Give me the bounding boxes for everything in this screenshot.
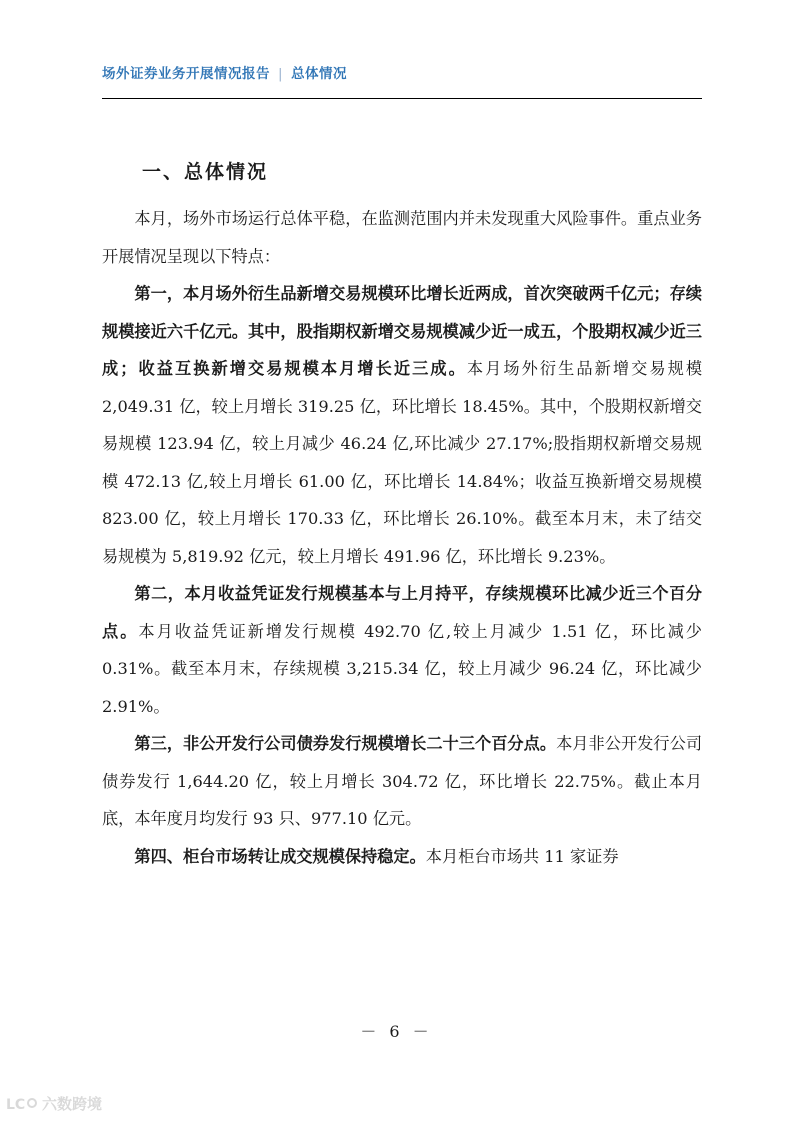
paragraph-intro [102,200,702,275]
page-number: － 6 － [360,1022,433,1041]
paragraph-lead: 第四、柜台市场转让成交规模保持稳定。 [134,846,426,866]
paragraph-lead: 第一，本月场外衍生品新增交易规模环比增长近两成，首次突破两千亿元；存续规模接近六千亿元。其中，股指期权新增交易规模减少近一成五，个股期权减少近三成；收益互换新增交易规模本月增长近三成。 [102,284,702,378]
svg-text:LC: LC [6,1096,26,1113]
paragraph-text: 本月收益凭证新增发行规模 492.70 亿,较上月减少 1.51 亿，环比减少 0.31%。截至本月末，存续规模 3,215.34 亿，较上月减少 96.24 亿，环比减少 2.91%。 [102,621,702,716]
paragraph-fourth [102,838,702,876]
body-text [102,200,702,875]
paragraph-second [102,575,702,725]
paragraph-text: 本月非公开发行公司债券发行 1,644.20 亿，较上月增长 304.72 亿，环比增长 22.75%。截止本月底，本年度月均发行 93 只、977.10 亿元。 [102,734,703,828]
section-title: 一、总体情况 [142,161,269,183]
watermark-text: 六数跨境 [42,1095,103,1113]
header-rule [102,98,702,99]
paragraph-text: 本月柜台市场共 11 家证券 [425,846,619,866]
paragraph-lead: 第三，非公开发行公司债券发行规模增长二十三个百分点。 [134,734,557,753]
paragraph-lead: 第二，本月收益凭证发行规模基本与上月持平，存续规模环比减少近三个百分点。 [102,584,702,641]
paragraph-first [102,275,702,575]
header-separator: | [278,66,284,82]
paragraph-third [102,725,702,838]
running-header [102,62,347,82]
watermark [6,1093,102,1114]
header-title: 场外证券业务开展情况报告 [102,66,270,82]
header-section: 总体情况 [291,66,348,82]
paragraph-text: 本月场外衍生品新增交易规模 2,049.31 亿，较上月增长 319.25 亿，环比增长 18.45%。其中，个股期权新增交易规模 123.94 亿，较上月减少 46.24 亿,环比减少 27.17%;股指期权新增交易规模 472.13 亿,较上月增长 61.00 亿，环比增长 14.84%；收益互换新增交易规模 823.00 亿，较上月增长 170.33 亿，环比增长 26.10%。截至本月末，未了结交易规模为 5,819.92 亿元，较上月增长 491.96 亿，环比增长 9.23%。 [102,359,703,566]
watermark-logo-icon [6,1095,38,1113]
paragraph-text: 本月，场外市场运行总体平稳，在监测范围内并未发现重大风险事件。重点业务开展情况呈现以下特点： [102,209,702,266]
